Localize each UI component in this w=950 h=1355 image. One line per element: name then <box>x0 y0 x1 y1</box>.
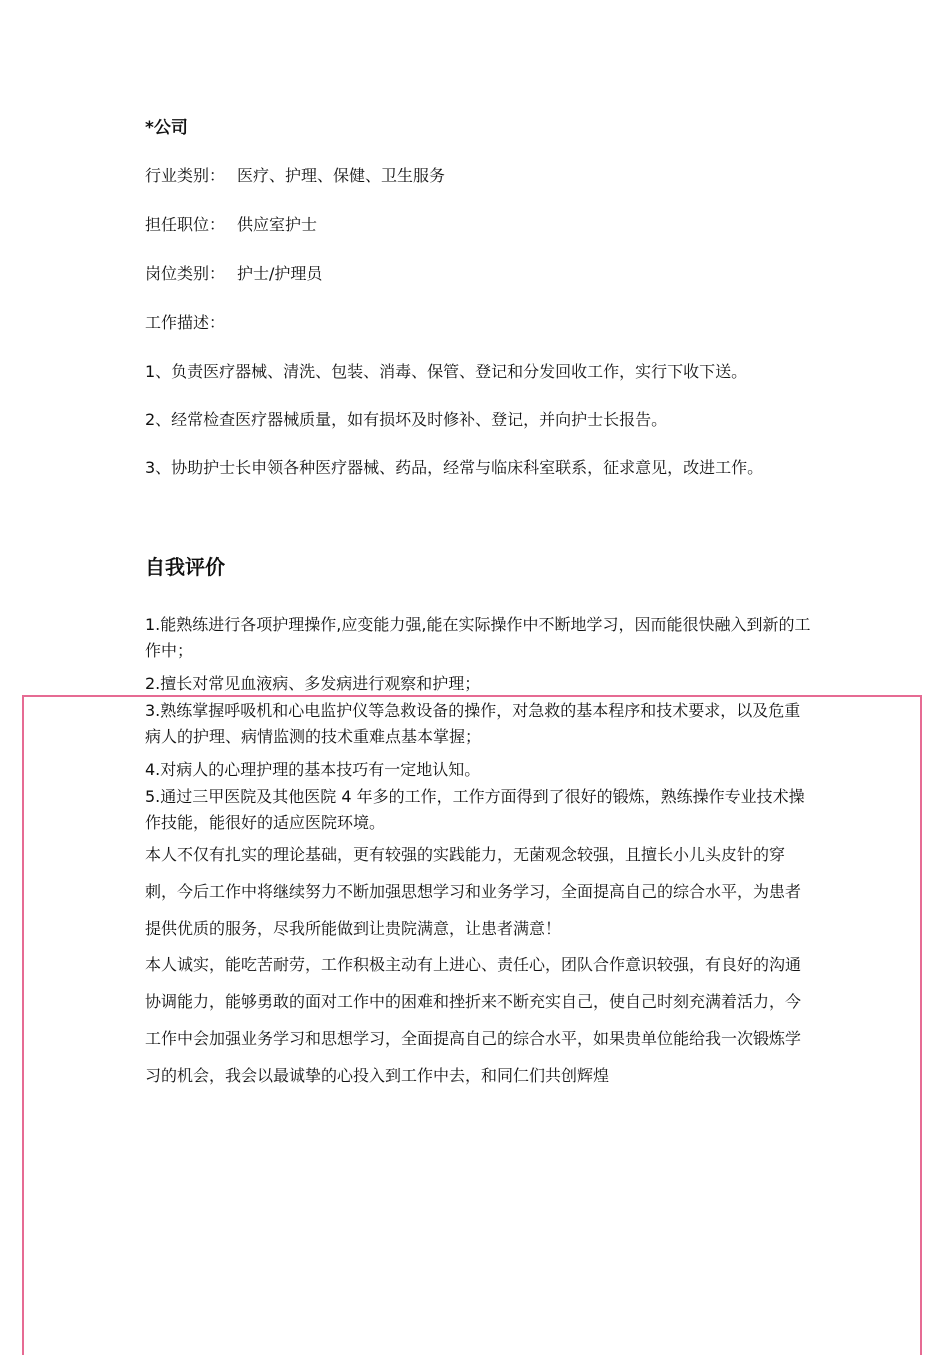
resume-content <box>145 114 825 1085</box>
job-category-value: 护士/护理员 <box>237 264 323 283</box>
duty-item: 2、经常检查医疗器械质量，如有损坏及时修补、登记，并向护士长报告。 <box>145 410 668 429</box>
position-value: 供应室护士 <box>237 215 318 234</box>
industry-value: 医疗、护理、保健、卫生服务 <box>237 166 446 185</box>
self-eval-paragraph: 本人诚实，能吃苦耐劳，工作积极主动有上进心、责任心，团队合作意识较强，有良好的沟通协调能力，能够勇敢的面对工作中的困难和挫折来不断充实自己，使自己时刻充满着活力，今工作中会加强业务学习和思想学习，全面提高自己的综合水平，如果贵单位能给我一次锻炼学习的机会，我会以最诚挚的心投入到工作中去，和同仁们共创辉煌 <box>145 955 802 1085</box>
job-category-label: 岗位类别： <box>145 264 226 283</box>
company-name: *公司 <box>145 118 188 138</box>
self-eval-item: 5.通过三甲医院及其他医院 4 年多的工作，工作方面得到了很好的锻炼，熟练操作专业技术操作技能，能很好的适应医院环境。 <box>145 787 805 832</box>
self-eval-item: 3.熟练掌握呼吸机和心电监护仪等急救设备的操作，对急救的基本程序和技术要求，以及危重病人的护理、病情监测的技术重难点基本掌握； <box>145 701 801 746</box>
industry-row <box>145 164 445 188</box>
self-eval-list <box>145 612 815 841</box>
job-category-row <box>145 262 322 286</box>
description-label: 工作描述： <box>145 313 226 332</box>
position-label: 担任职位： <box>145 215 226 234</box>
self-eval-item: 2.擅长对常见血液病、多发病进行观察和护理； <box>145 674 481 693</box>
self-eval-paragraph: 本人不仅有扎实的理论基础，更有较强的实践能力，无菌观念较强，且擅长小儿头皮针的穿刺，今后工作中将继续努力不断加强思想学习和业务学习，全面提高自己的综合水平，为患者提供优质的服务，尽我所能做到让贵院满意，让患者满意！ <box>145 845 802 938</box>
position-row <box>145 213 317 237</box>
self-eval-item: 4.对病人的心理护理的基本技巧有一定地认知。 <box>145 760 481 779</box>
self-eval-title: 自我评价 <box>145 555 225 579</box>
self-eval-item: 1.能熟练进行各项护理操作,应变能力强,能在实际操作中不断地学习，因而能很快融入到新的工作中； <box>145 615 811 660</box>
duty-item: 1、负责医疗器械、清洗、包装、消毒、保管、登记和分发回收工作，实行下收下送。 <box>145 362 748 381</box>
duty-item: 3、协助护士长申领各种医疗器械、药品，经常与临床科室联系，征求意见，改进工作。 <box>145 458 764 477</box>
industry-label: 行业类别： <box>145 166 226 185</box>
